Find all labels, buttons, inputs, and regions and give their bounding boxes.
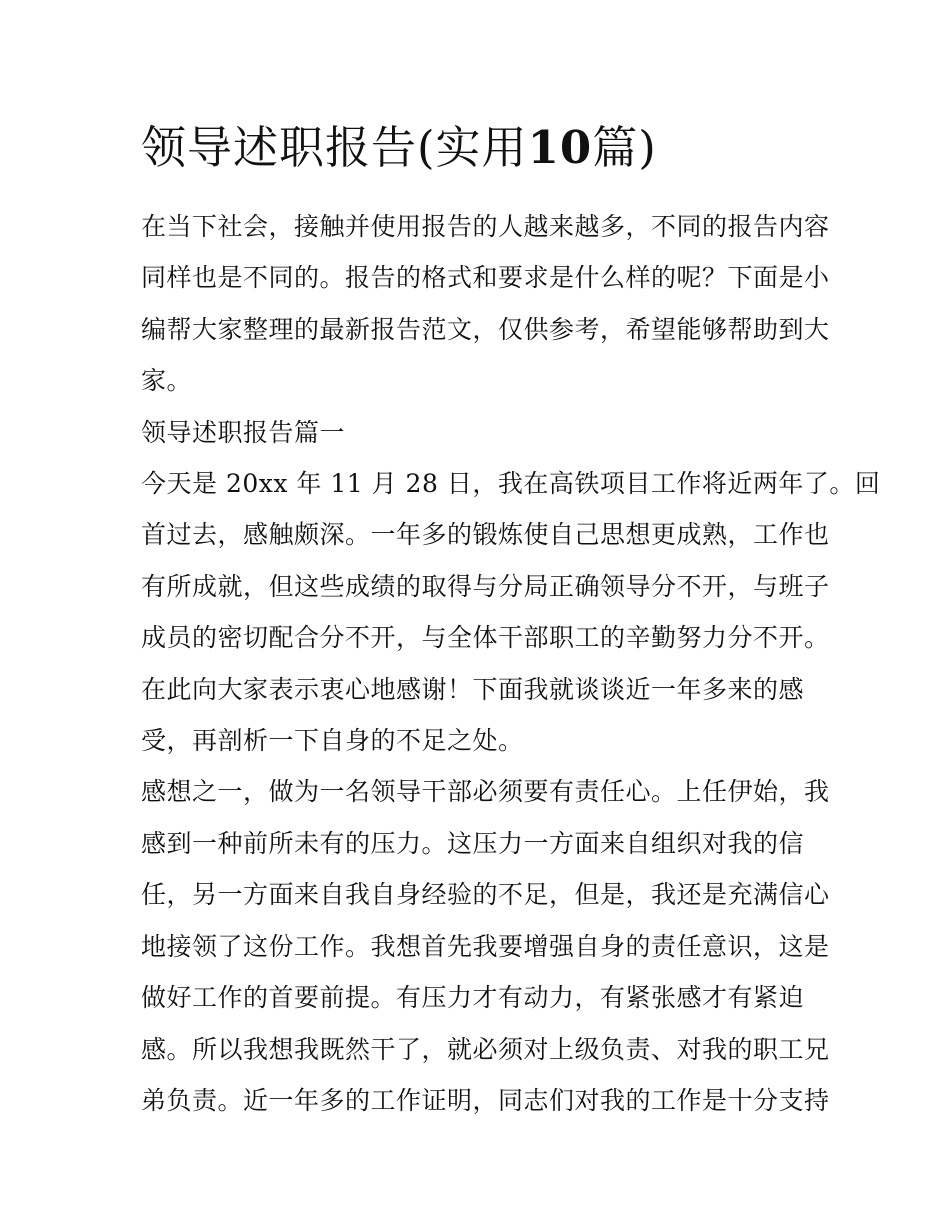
title-prefix: 领导述职报告(实用 [141, 121, 528, 174]
text-line: 有所成就，但这些成绩的取得与分局正确领导分不开，与班子 [141, 571, 830, 601]
text-line: 编帮大家整理的最新报告范文，仅供参考，希望能够帮助到大 [141, 314, 830, 344]
text-line: 首过去，感触颇深。一年多的锻炼使自己思想更成熟，工作也 [141, 520, 830, 550]
text-line: 感想之一，做为一名领导干部必须要有责任心。上任伊始，我 [141, 777, 830, 807]
document-body [141, 118, 881, 1126]
text-line: 成员的密切配合分不开，与全体干部职工的辛勤努力分不开。 [141, 623, 830, 653]
body-paragraph-1 [141, 458, 881, 766]
document-title [141, 118, 813, 178]
text-line: 任，另一方面来自我自身经验的不足，但是，我还是充满信心 [141, 880, 830, 910]
title-number: 10 [527, 121, 593, 174]
text-line: 在此向大家表示衷心地感谢！下面我就谈谈近一年多来的感 [141, 674, 805, 704]
text-line: 受，再剖析一下自身的不足之处。 [141, 726, 524, 756]
text-line: 同样也是不同的。报告的格式和要求是什么样的呢？下面是小 [141, 263, 830, 293]
title-suffix: 篇) [592, 121, 657, 174]
text-line: 地接领了这份工作。我想首先我要增强自身的责任意识，这是 [141, 931, 830, 961]
text-line: 今天是 20xx 年 11 月 28 日，我在高铁项目工作将近两年了。回 [141, 469, 881, 499]
section-heading [141, 407, 813, 458]
body-paragraph-2 [141, 766, 830, 1126]
section-heading-text: 领导述职报告篇一 [141, 417, 346, 447]
text-line: 做好工作的首要前提。有压力才有动力，有紧张感才有紧迫 [141, 983, 805, 1013]
text-line: 在当下社会，接触并使用报告的人越来越多，不同的报告内容 [141, 212, 830, 241]
text-line: 弟负责。近一年多的工作证明，同志们对我的工作是十分支持 [141, 1085, 830, 1115]
intro-paragraph [141, 201, 830, 407]
text-line: 感。所以我想我既然干了，就必须对上级负责、对我的职工兄 [141, 1034, 830, 1064]
text-line: 家。 [141, 366, 193, 396]
text-line: 感到一种前所未有的压力。这压力一方面来自组织对我的信 [141, 828, 805, 858]
